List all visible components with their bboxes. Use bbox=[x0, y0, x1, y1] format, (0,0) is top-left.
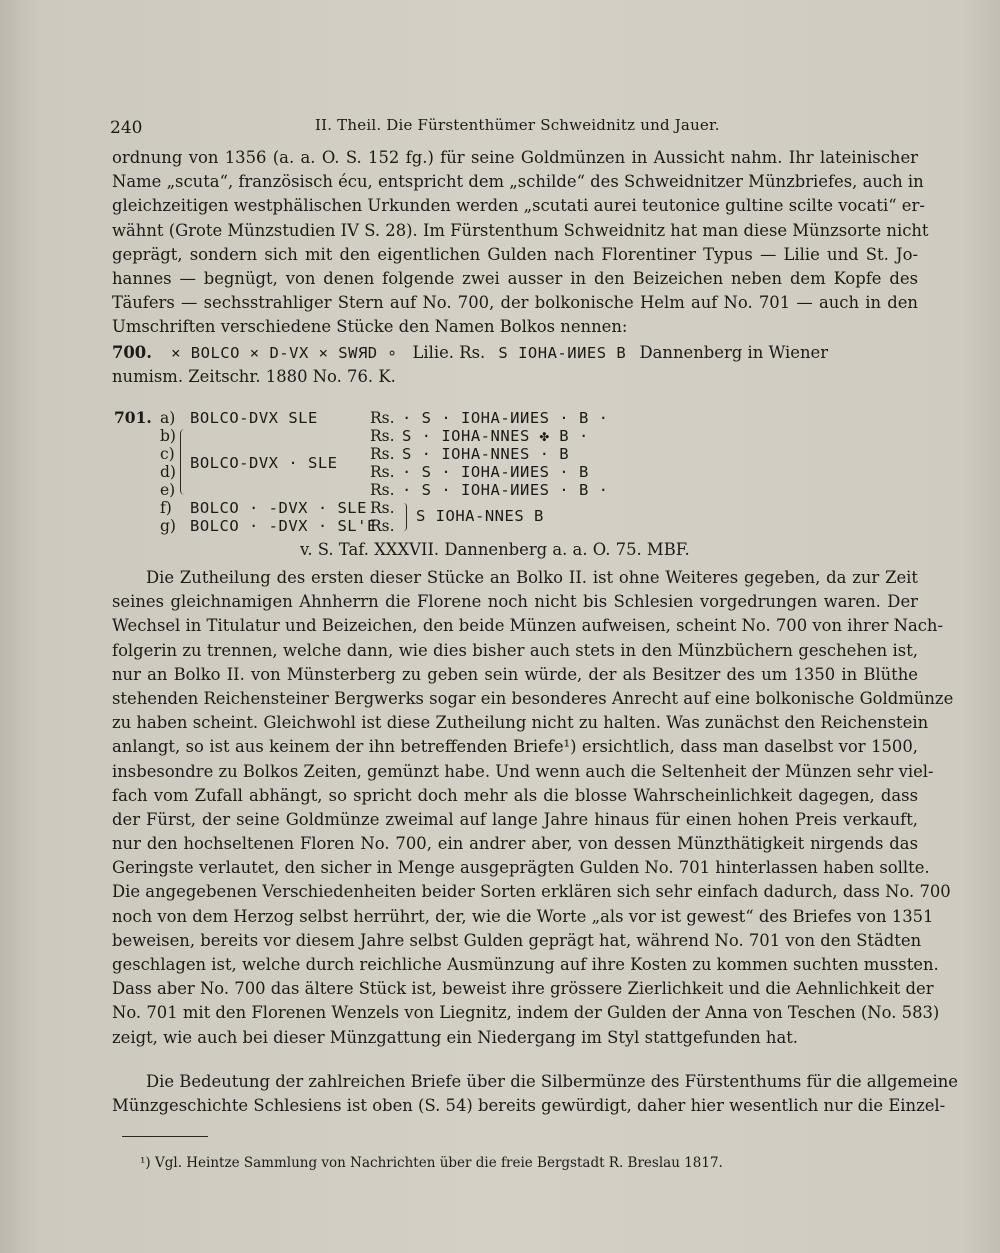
footnote-text: Vgl. Heintze Sammlung von Nachrichten über die freie Bergstadt R. Breslau 1817. bbox=[154, 1155, 723, 1171]
text-line: Die angegebenen Verschiedenheiten beider Sorten erklären sich sehr einfach dadurch, dass No. 700 bbox=[112, 882, 951, 902]
text-line: Umschriften verschiedene Stücke den Namen Bolkos nennen: bbox=[112, 317, 628, 337]
variant-brace bbox=[180, 429, 189, 495]
obverse-legend: BOLCO · -DVX · SL'E bbox=[190, 517, 377, 535]
obverse-legend: × BOLCO × D-VX × SWЯD ∘ bbox=[171, 344, 398, 362]
text-line: hannes — begnügt, von denen folgende zwei ausser in den Beizeichen neben dem Kopfe des bbox=[112, 268, 918, 288]
variant-label: g) bbox=[160, 517, 176, 535]
paragraph-1 bbox=[112, 146, 929, 340]
text-line: zu haben scheint. Gleichwohl ist diese Zutheilung nicht zu halten. Was zunächst den Reichenstein bbox=[112, 713, 929, 733]
running-title: II. Theil. Die Fürstenthümer Schweidnitz und Jauer. bbox=[315, 116, 720, 134]
reverse-marker: Rs. bbox=[370, 427, 395, 445]
paragraph-3 bbox=[112, 1070, 958, 1118]
paragraph-2 bbox=[112, 566, 954, 1050]
text-line: seines gleichnamigen Ahnherrn die Florene noch nicht bis Schlesien vorgedrungen waren. Der bbox=[112, 592, 918, 612]
variant-brace bbox=[400, 503, 407, 531]
coin-reference: v. S. Taf. XXXVII. Dannenberg a. a. O. 75. MBF. bbox=[300, 540, 690, 559]
reverse-marker: Rs. bbox=[370, 499, 395, 517]
text-line: wähnt (Grote Münzstudien IV S. 28). Im Fürstenthum Schweidnitz hat man diese Münzsorte nicht bbox=[112, 220, 929, 240]
entry-reference: Dannenberg in Wiener bbox=[639, 343, 829, 362]
reverse-legend: S IOHA-ИИES B bbox=[498, 344, 627, 362]
text-line: der Fürst, der seine Goldmünze zweimal auf lange Jahre hinaus für einen hohen Preis verkauft, bbox=[112, 809, 918, 829]
text-line: zeigt, wie auch bei dieser Münzgattung ein Niedergang im Styl stattgefunden hat. bbox=[112, 1027, 799, 1047]
variant-label: b) bbox=[160, 427, 176, 445]
entry-line: numism. Zeitschr. 1880 No. 76. K. bbox=[112, 367, 396, 387]
reverse-marker: Rs. bbox=[370, 463, 395, 481]
reverse-marker: Rs. bbox=[370, 409, 395, 427]
page-number: 240 bbox=[110, 118, 143, 138]
text-line: geschlagen ist, welche durch reichliche Ausmünzung auf ihre Kosten zu kommen suchten mussten. bbox=[112, 955, 939, 974]
reverse-legend: S · IOHA-NNES · B bbox=[402, 445, 570, 463]
reverse-legend: S · IOHA-NNES ✤ B · bbox=[402, 427, 589, 445]
text-line: nur den hochseltenen Floren No. 700, ein andrer aber, von dessen Münzthätigkeit nirgends das bbox=[112, 834, 918, 854]
text-line: noch von dem Herzog selbst herrührt, der, wie die Worte „als vor ist gewest“ des Briefes von 1351 bbox=[112, 906, 934, 926]
reverse-legend: · S · IOHA-ИИES · B · bbox=[402, 481, 609, 499]
text-line: Geringste verlautet, den sicher in Menge ausgeprägten Gulden No. 701 hinterlassen haben sollte. bbox=[112, 858, 930, 878]
variant-label: f) bbox=[160, 499, 172, 517]
obverse-legend: BOLCO-DVX SLE bbox=[190, 409, 318, 427]
text-line: fach vom Zufall abhängt, so spricht doch mehr als die blosse Wahrscheinlichkeit dagegen, dass bbox=[112, 785, 918, 805]
text-line: ordnung von 1356 (a. a. O. S. 152 fg.) für seine Goldmünzen in Aussicht nahm. Ihr lateinischer bbox=[112, 148, 918, 167]
text-line: insbesondre zu Bolkos Zeiten, gemünzt habe. Und wenn auch die Seltenheit der Münzen sehr viel- bbox=[112, 761, 934, 781]
obverse-legend: BOLCO-DVX · SLE bbox=[190, 454, 338, 472]
variant-label: a) bbox=[160, 409, 176, 427]
entry-text: Lilie. Rs. bbox=[412, 343, 486, 362]
text-line: beweisen, bereits vor diesem Jahre selbst Gulden geprägt hat, während No. 701 von den Städten bbox=[112, 930, 922, 950]
reverse-legend: · S · IOHA-ИИES · B · bbox=[402, 409, 609, 427]
reverse-legend: S IOHA-NNES B bbox=[416, 507, 544, 525]
text-line: nur an Bolko II. von Münsterberg zu geben sein würde, der als Besitzer des um 1350 in Blüthe bbox=[112, 664, 918, 684]
text-line: gleichzeitigen westphälischen Urkunden werden „scutati aurei teutonice gultine scilte vocati“ er- bbox=[112, 196, 925, 216]
footnote-rule bbox=[122, 1136, 208, 1137]
reverse-marker: Rs. bbox=[370, 517, 395, 535]
reverse-legend: · S · IOHA-ИИES · B bbox=[402, 463, 589, 481]
coin-entry-701 bbox=[114, 409, 814, 534]
text-line: Die Zutheilung des ersten dieser Stücke an Bolko II. ist ohne Weiteres gegeben, da zur Zeit bbox=[146, 568, 918, 587]
entry-number: 701. bbox=[114, 408, 152, 427]
text-line: Wechsel in Titulatur und Beizeichen, den beide Münzen aufweisen, scheint No. 700 von ihrer Nach- bbox=[112, 616, 944, 636]
variant-label: c) bbox=[160, 445, 175, 463]
variant-label: d) bbox=[160, 463, 176, 481]
text-line: Münzgeschichte Schlesiens ist oben (S. 54) bereits gewürdigt, daher hier wesentlich nur die Einzel- bbox=[112, 1096, 946, 1116]
reverse-marker: Rs. bbox=[370, 481, 395, 499]
text-line: folgerin zu trennen, welche dann, wie dies bisher auch stets in den Münzbüchern geschehen ist, bbox=[112, 640, 918, 660]
page-header bbox=[110, 116, 930, 142]
coin-entry-700 bbox=[112, 341, 918, 389]
text-line: Dass aber No. 700 das ältere Stück ist, beweist ihre grössere Zierlichkeit und die Aehnlichkeit der bbox=[112, 979, 934, 999]
text-line: Täufers — sechsstrahliger Stern auf No. 700, der bolkonische Helm auf No. 701 — auch in den bbox=[112, 293, 918, 313]
text-line: No. 701 mit den Florenen Wenzels von Liegnitz, indem der Gulden der Anna von Teschen (No. 583) bbox=[112, 1003, 940, 1023]
text-line: stehenden Reichensteiner Bergwerks sogar ein besonderes Anrecht auf eine bolkonische Goldmünze bbox=[112, 688, 954, 708]
entry-number: 700. bbox=[112, 343, 152, 362]
footnote-marker: ¹) bbox=[140, 1155, 151, 1171]
variant-label: e) bbox=[160, 481, 176, 499]
text-line: Die Bedeutung der zahlreichen Briefe über die Silbermünze des Fürstenthums für die allgemeine bbox=[146, 1072, 958, 1091]
footnote bbox=[140, 1155, 723, 1171]
reverse-marker: Rs. bbox=[370, 445, 395, 463]
text-line: Name „scuta“, französisch écu, entspricht dem „schilde“ des Schweidnitzer Münzbriefes, auch in bbox=[112, 172, 924, 192]
text-line: geprägt, sondern sich mit den eigentlichen Gulden nach Florentiner Typus — Lilie und St. Jo- bbox=[112, 244, 918, 264]
obverse-legend: BOLCO · -DVX · SLE bbox=[190, 499, 367, 517]
text-line: anlangt, so ist aus keinem der ihn betreffenden Briefe¹) ersichtlich, dass man daselbst vor 1500, bbox=[112, 737, 918, 757]
